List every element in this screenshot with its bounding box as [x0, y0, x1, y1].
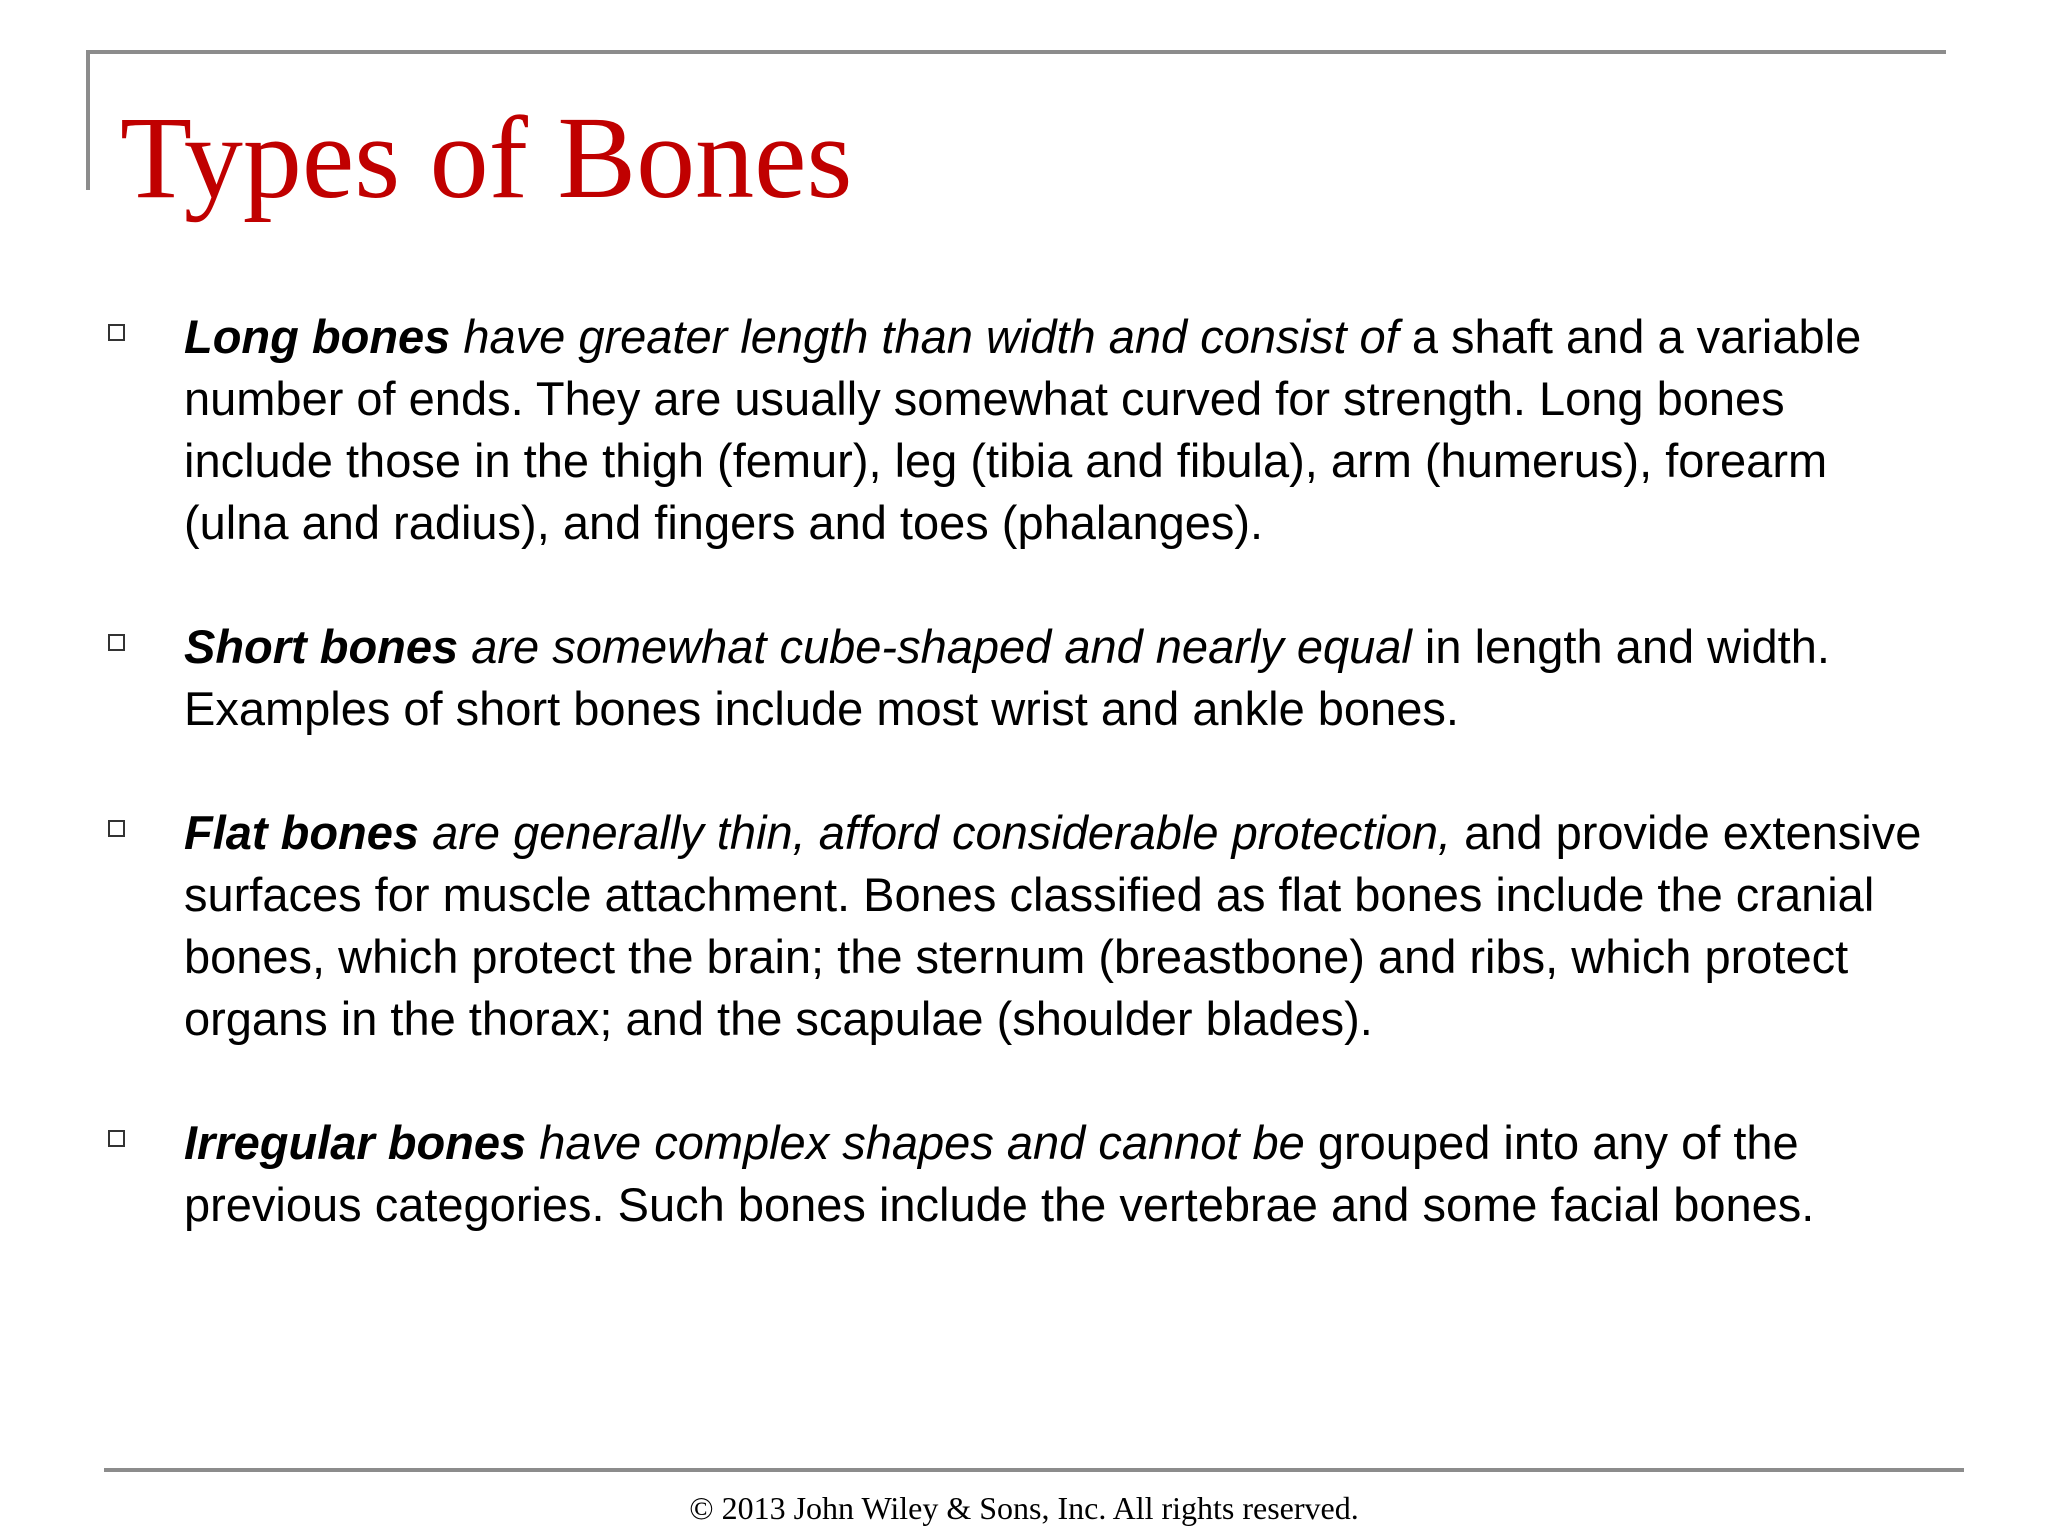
bullet-body-text: grouped into any of the previous categories. Such bones include the vertebrae and some facial bones.	[184, 1116, 1815, 1231]
square-bullet-icon	[108, 1130, 128, 1146]
bullet-body-text: and provide extensive surfaces for muscle attachment. Bones classified as flat bones include the cranial bones, which protect the brain; the sternum (breastbone) and ribs, which protect organs in the thorax; and the scapulae (shoulder blades).	[184, 806, 1922, 1045]
bullet-term: Irregular bones	[184, 1116, 527, 1169]
bullet-text	[184, 1112, 1928, 1236]
bullet-italic-text: have greater length than width and consist of	[450, 310, 1399, 363]
bullet-italic-text: have complex shapes and cannot be	[526, 1116, 1305, 1169]
bullet-item-flat-bones	[108, 802, 1928, 1050]
bullet-term: Short bones	[184, 620, 459, 673]
copyright-footer: © 2013 John Wiley & Sons, Inc. All rights reserved.	[689, 1490, 1359, 1526]
slide-frame-top-line	[86, 50, 1946, 54]
bullet-text	[184, 306, 1928, 554]
slide-frame-left-line	[86, 50, 90, 190]
square-bullet-icon	[108, 324, 128, 340]
bullet-text	[184, 616, 1928, 740]
bullet-item-short-bones	[108, 616, 1928, 740]
square-bullet-icon	[108, 820, 128, 836]
bullet-body-text: in length and width. Examples of short bones include most wrist and ankle bones.	[184, 620, 1830, 735]
bullet-italic-text: are somewhat cube-shaped and nearly equal	[458, 620, 1412, 673]
footer-divider	[104, 1468, 1964, 1472]
bullet-item-long-bones	[108, 306, 1928, 554]
slide-title: Types of Bones	[120, 92, 853, 223]
bullet-body-text: a shaft and a variable number of ends. They are usually somewhat curved for strength. Long bones include those in the thigh (femur), leg (tibia and fibula), arm (humerus), forearm (ulna and radius), and fingers and toes (phalanges).	[184, 310, 1862, 549]
bullet-list	[108, 306, 1928, 1236]
bullet-item-irregular-bones	[108, 1112, 1928, 1236]
square-bullet-icon	[108, 634, 128, 650]
bullet-term: Long bones	[184, 310, 451, 363]
bullet-italic-text: are generally thin, afford considerable protection,	[419, 806, 1452, 859]
bullet-text	[184, 802, 1928, 1050]
bullet-term: Flat bones	[184, 806, 420, 859]
